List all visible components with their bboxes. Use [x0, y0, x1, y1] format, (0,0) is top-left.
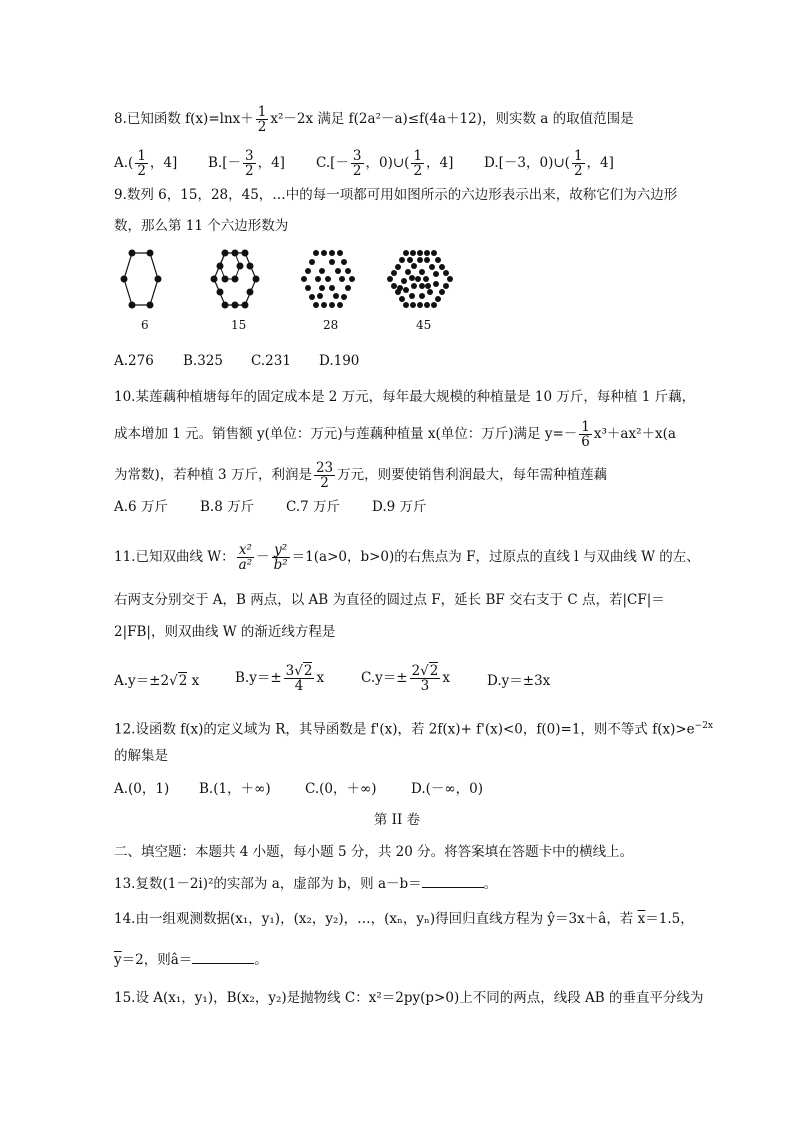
q12-line1: 12.设函数 f(x)的定义域为 R，其导函数是 f'(x)，若 2f(x)+ f'(x)<0，f(0)=1，则不等式 $f(x)>e^{-2x}$ — [114, 721, 713, 738]
q12-option-c[interactable]: C.(0，＋∞) — [305, 781, 377, 797]
q15-line1: 15.设 A(x₁，y₁)，B(x₂，y₂)是抛物线 C：x²＝2py(p>0)上不同的两点，线段 AB 的垂直平分线为 — [114, 990, 704, 1006]
q8-option-b[interactable]: B.[－ $\frac{3}{2}$ ，4] — [208, 148, 285, 179]
q10-option-a[interactable]: A.6 万斤 — [114, 499, 168, 515]
q11-line3: 2|FB|，则双曲线 W 的渐近线方程是 — [114, 624, 336, 640]
q11-option-c[interactable]: C.y＝± $\frac{2√2}{3}$ x — [361, 663, 450, 694]
q11-option-b[interactable]: B.y＝± $\frac{3√2}{4}$ x — [235, 663, 325, 694]
q13-answer-blank[interactable] — [422, 873, 484, 888]
q11-line1: 11.已知双曲线 W： $\frac{\text{x²}}{\text{a²}}$ － $\frac{\text{y²}}{\text{b²}}$ ＝1(a>0，b>0)的右焦点为 F，过原点的直线 l 与双曲线 W 的左、 — [114, 542, 700, 573]
q14-line2: $\overline{y}=2$，则â＝ 。 — [114, 949, 268, 970]
q12-option-a[interactable]: A.(0，1) — [114, 781, 170, 797]
hexagon-15 — [211, 250, 259, 308]
q11-option-d[interactable]: D.y＝±3x — [487, 673, 551, 689]
q8-stem: 8.已知函数 f(x)=lnx＋ $\frac{1}{2}$ x²－2x 满足 f(2a²－a)≤f(4a＋12)，则实数 a 的取值范围是 — [114, 104, 634, 135]
q14-answer-blank[interactable] — [192, 949, 254, 964]
hexagon-figure — [110, 248, 470, 318]
q12-line2: 的解集是 — [114, 748, 168, 764]
caption-28: 28 — [323, 318, 339, 332]
fraction: $\frac{1}{2}$ — [257, 104, 267, 135]
hexagon-28 — [301, 250, 355, 308]
q10-option-c[interactable]: C.7 万斤 — [286, 499, 341, 515]
q14-line1: 14.由一组观测数据(x₁，y₁)，(x₂，y₂)，…，(xₙ，yₙ)得回归直线方程为 ŷ＝3x＋â，若 $\overline{x}=1.5$， — [114, 911, 694, 927]
q11-line2: 右两支分别交于 A，B 两点，以 AB 为直径的圆过点 F，延长 BF 交右支于 C 点，若|CF|＝ — [114, 592, 665, 608]
q12-option-b[interactable]: B.(1，＋∞) — [199, 781, 271, 797]
hexagon-6 — [121, 250, 161, 308]
q11-option-a[interactable]: A.y＝±2√2 x — [114, 673, 200, 689]
q9-option-b[interactable]: B.325 — [183, 353, 223, 369]
q9-option-a[interactable]: A.276 — [114, 353, 154, 369]
q10-line2: 成本增加 1 元。销售额 y(单位：万元)与莲藕种植量 x(单位：万斤)满足 y=－ $\frac{1}{6}$ x³＋ax²＋x(a — [114, 419, 676, 450]
q9-line2: 数，那么第 11 个六边形数为 — [114, 218, 289, 234]
q10-option-d[interactable]: D.9 万斤 — [372, 499, 427, 515]
part2-heading: 二、填空题：本题共 4 小题，每小题 5 分，共 20 分。将答案填在答题卡中的横线上。 — [114, 844, 634, 860]
q10-line1: 10.某莲藕种植塘每年的固定成本是 2 万元，每年最大规模的种植量是 10 万斤，每种植 1 斤藕， — [114, 389, 696, 405]
q12-option-d[interactable]: D.(－∞，0) — [411, 781, 484, 797]
hexagon-45 — [387, 250, 453, 308]
q8-option-a[interactable]: A.( $\frac{1}{2}$ ，4] — [114, 148, 178, 179]
caption-45: 45 — [416, 318, 432, 332]
q9-option-c[interactable]: C.231 — [251, 353, 291, 369]
q9-option-d[interactable]: D.190 — [319, 353, 360, 369]
caption-6: 6 — [141, 318, 149, 332]
q8-option-d[interactable]: D.[－3，0)∪( $\frac{1}{2}$ ，4] — [484, 148, 614, 179]
q9-line1: 9.数列 6，15，28，45，…中的每一项都可用如图所示的六边形表示出来，故称它们为六边形 — [114, 187, 678, 203]
section-title: 第 II 卷 — [373, 812, 421, 828]
q10-option-b[interactable]: B.8 万斤 — [200, 499, 255, 515]
q13: 13.复数(1－2i)²的实部为 a，虚部为 b，则 a－b＝ 。 — [114, 873, 497, 894]
q8-option-c[interactable]: C.[－ $\frac{3}{2}$ ，0)∪( $\frac{1}{2}$ ，4] — [316, 148, 454, 179]
q10-line3: 为常数)，若种植 3 万斤，利润是 $\frac{23}{2}$ 万元，则要使销售利润最大，每年需种植莲藕 — [114, 460, 608, 491]
caption-15: 15 — [231, 318, 247, 332]
